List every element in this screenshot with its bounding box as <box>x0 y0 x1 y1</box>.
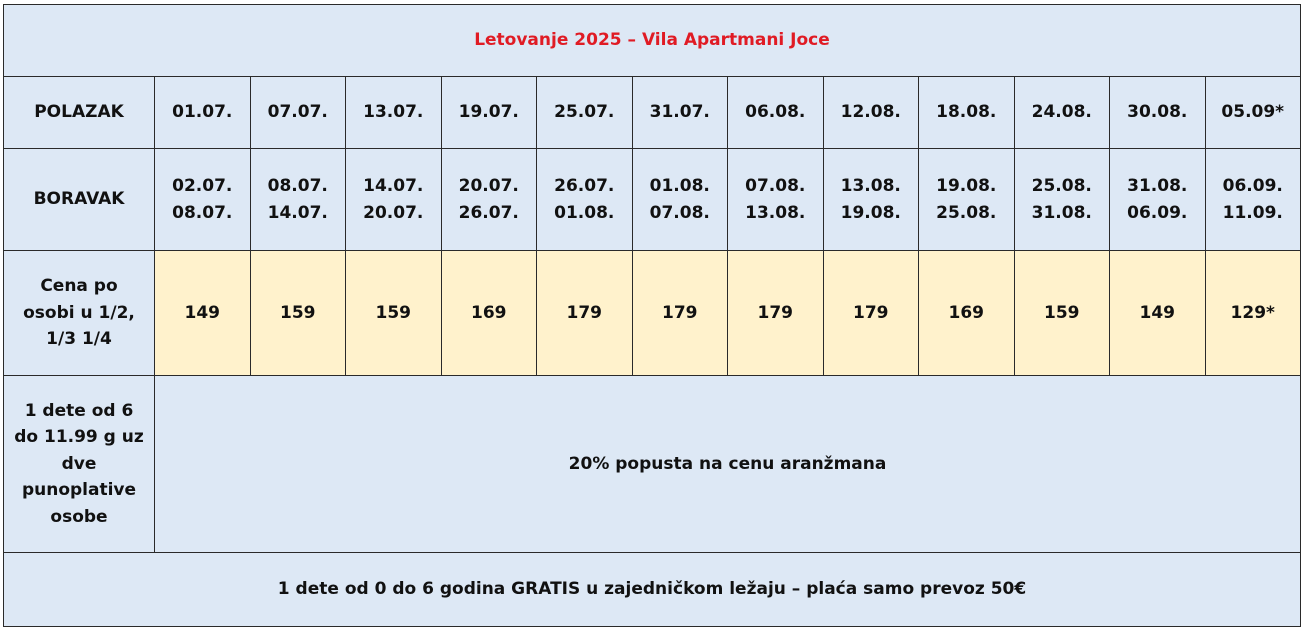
dete-label-line: punoplative <box>21 480 137 501</box>
polazak-date-cell: 24.08. <box>1014 77 1110 149</box>
boravak-start-date: 31.08. <box>1127 176 1188 197</box>
dete-label-line: osobe <box>50 506 108 527</box>
dete-label <box>4 376 155 553</box>
boravak-start-date: 06.09. <box>1222 176 1283 197</box>
dete-row <box>4 376 1301 553</box>
price-cell: 149 <box>155 251 251 376</box>
boravak-end-date: 20.07. <box>363 202 424 223</box>
boravak-start-date: 25.08. <box>1031 176 1092 197</box>
boravak-end-date: 08.07. <box>172 202 233 223</box>
price-cell: 179 <box>537 251 633 376</box>
boravak-start-date: 13.08. <box>840 176 901 197</box>
boravak-period-cell <box>1205 149 1301 251</box>
polazak-label: POLAZAK <box>4 77 155 149</box>
boravak-end-date: 19.08. <box>840 202 901 223</box>
boravak-period-cell <box>632 149 728 251</box>
polazak-date-cell: 25.07. <box>537 77 633 149</box>
polazak-date-cell: 18.08. <box>919 77 1015 149</box>
dete-label-line: do 11.99 g uz <box>14 427 144 448</box>
boravak-end-date: 06.09. <box>1127 202 1188 223</box>
boravak-end-date: 01.08. <box>554 202 615 223</box>
cena-label <box>4 251 155 376</box>
boravak-start-date: 08.07. <box>267 176 328 197</box>
price-cell: 179 <box>728 251 824 376</box>
price-cell: 159 <box>1014 251 1110 376</box>
boravak-period-cell <box>728 149 824 251</box>
boravak-end-date: 14.07. <box>267 202 328 223</box>
polazak-date-cell: 13.07. <box>346 77 442 149</box>
polazak-date-cell: 06.08. <box>728 77 824 149</box>
price-cell: 129* <box>1205 251 1301 376</box>
price-cell: 179 <box>632 251 728 376</box>
boravak-period-cell <box>155 149 251 251</box>
cena-label-line: 1/3 1/4 <box>46 329 112 350</box>
boravak-start-date: 14.07. <box>363 176 424 197</box>
cena-row <box>4 251 1301 376</box>
price-cell: 159 <box>250 251 346 376</box>
cena-label-line: osobi u 1/2, <box>23 302 135 323</box>
boravak-period-cell <box>823 149 919 251</box>
boravak-period-cell <box>346 149 442 251</box>
boravak-period-cell <box>250 149 346 251</box>
boravak-period-cell <box>919 149 1015 251</box>
boravak-start-date: 07.08. <box>745 176 806 197</box>
boravak-end-date: 13.08. <box>745 202 806 223</box>
footer-row <box>4 553 1301 627</box>
cena-label-line: Cena po <box>40 276 118 297</box>
boravak-start-date: 02.07. <box>172 176 233 197</box>
dete-label-line: 1 dete od 6 <box>24 401 134 422</box>
footer-note: 1 dete od 0 do 6 godina GRATIS u zajedničkom ležaju – plaća samo prevoz 50€ <box>4 553 1301 627</box>
title-row <box>4 5 1301 77</box>
dete-label-line: dve <box>61 453 97 474</box>
polazak-date-cell: 31.07. <box>632 77 728 149</box>
boravak-period-cell <box>441 149 537 251</box>
polazak-date-cell: 01.07. <box>155 77 251 149</box>
boravak-end-date: 26.07. <box>458 202 519 223</box>
boravak-period-cell <box>1014 149 1110 251</box>
price-cell: 179 <box>823 251 919 376</box>
polazak-date-cell: 30.08. <box>1110 77 1206 149</box>
polazak-row <box>4 77 1301 149</box>
boravak-end-date: 11.09. <box>1222 202 1283 223</box>
boravak-period-cell <box>1110 149 1206 251</box>
price-cell: 159 <box>346 251 442 376</box>
price-cell: 149 <box>1110 251 1206 376</box>
boravak-end-date: 31.08. <box>1031 202 1092 223</box>
boravak-start-date: 01.08. <box>649 176 710 197</box>
price-cell: 169 <box>441 251 537 376</box>
boravak-start-date: 20.07. <box>458 176 519 197</box>
boravak-label: BORAVAK <box>4 149 155 251</box>
polazak-date-cell: 19.07. <box>441 77 537 149</box>
polazak-date-cell: 07.07. <box>250 77 346 149</box>
boravak-start-date: 19.08. <box>936 176 997 197</box>
boravak-end-date: 07.08. <box>649 202 710 223</box>
table-title: Letovanje 2025 – Vila Apartmani Joce <box>4 5 1301 77</box>
polazak-date-cell: 12.08. <box>823 77 919 149</box>
dete-discount-text: 20% popusta na cenu aranžmana <box>155 376 1301 553</box>
boravak-row <box>4 149 1301 251</box>
polazak-date-cell: 05.09* <box>1205 77 1301 149</box>
price-table <box>3 4 1301 627</box>
boravak-period-cell <box>537 149 633 251</box>
price-cell: 169 <box>919 251 1015 376</box>
boravak-start-date: 26.07. <box>554 176 615 197</box>
boravak-end-date: 25.08. <box>936 202 997 223</box>
